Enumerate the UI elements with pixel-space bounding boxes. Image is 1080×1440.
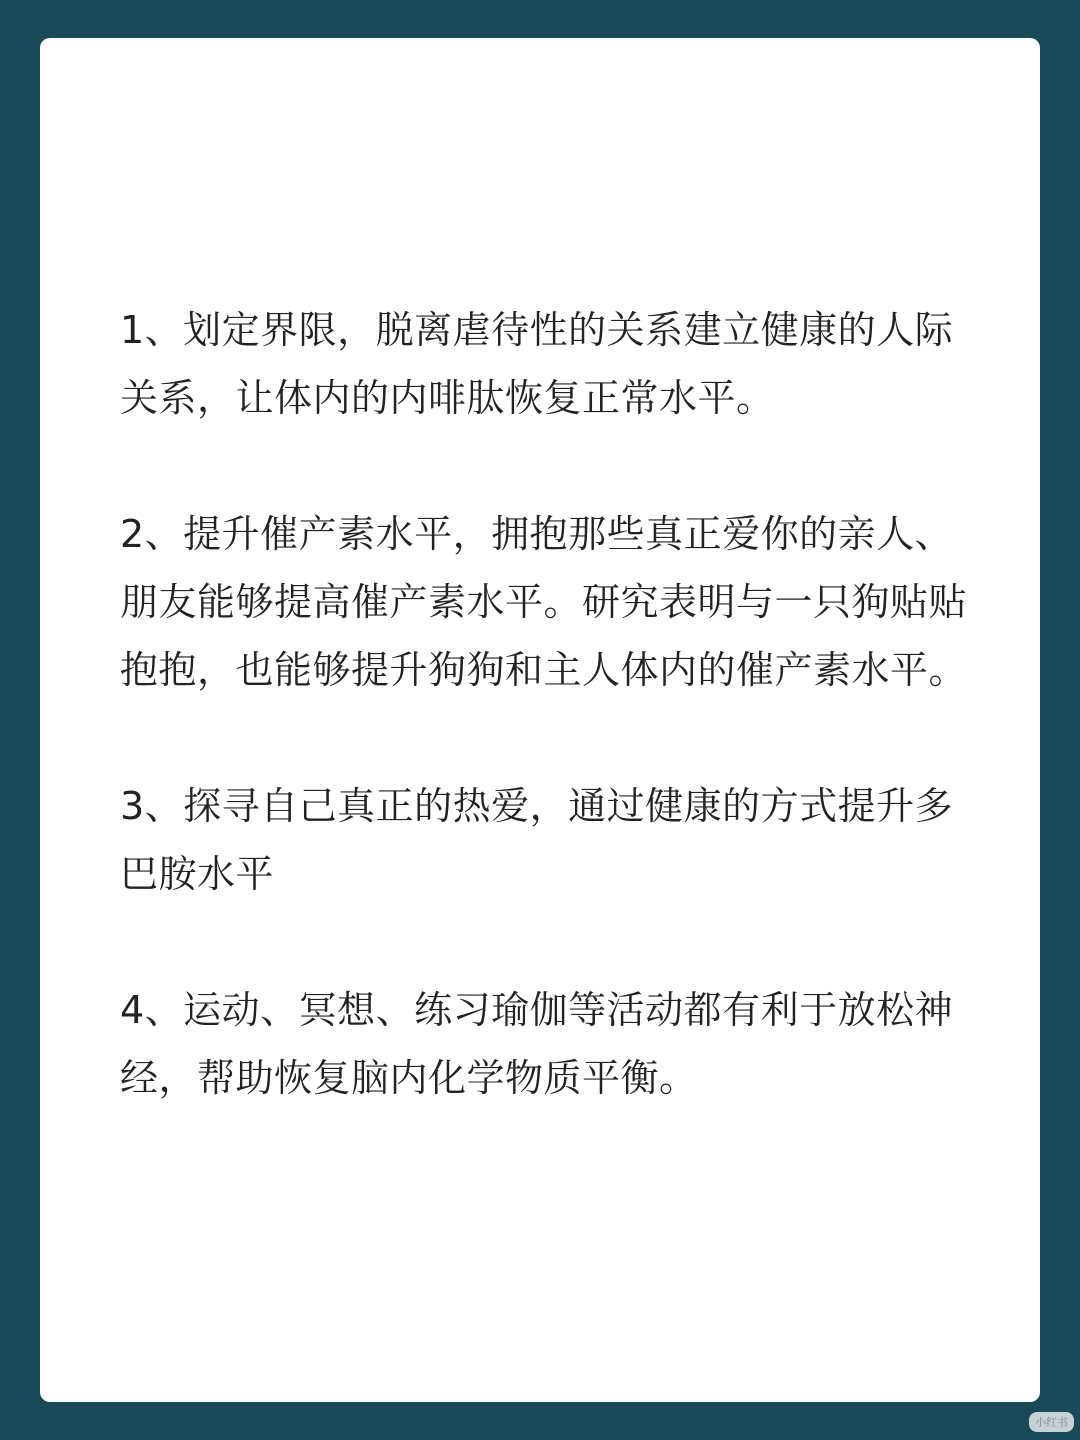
tip-item-2: 2、提升催产素水平，拥抱那些真正爱你的亲人、朋友能够提高催产素水平。研究表明与一只狗贴贴抱抱，也能够提升狗狗和主人体内的催产素水平。 bbox=[120, 512, 968, 692]
watermark: 小红书 bbox=[1029, 1412, 1074, 1432]
tip-item-4: 4、运动、冥想、练习瑜伽等活动都有利于放松神经，帮助恢复脑内化学物质平衡。 bbox=[120, 988, 954, 1100]
tips-list bbox=[120, 296, 970, 1180]
content-card bbox=[40, 38, 1040, 1402]
tip-item-1: 1、划定界限，脱离虐待性的关系建立健康的人际关系，让体内的内啡肽恢复正常水平。 bbox=[120, 308, 954, 420]
tip-item-3: 3、探寻自己真正的热爱，通过健康的方式提升多巴胺水平 bbox=[120, 784, 954, 896]
